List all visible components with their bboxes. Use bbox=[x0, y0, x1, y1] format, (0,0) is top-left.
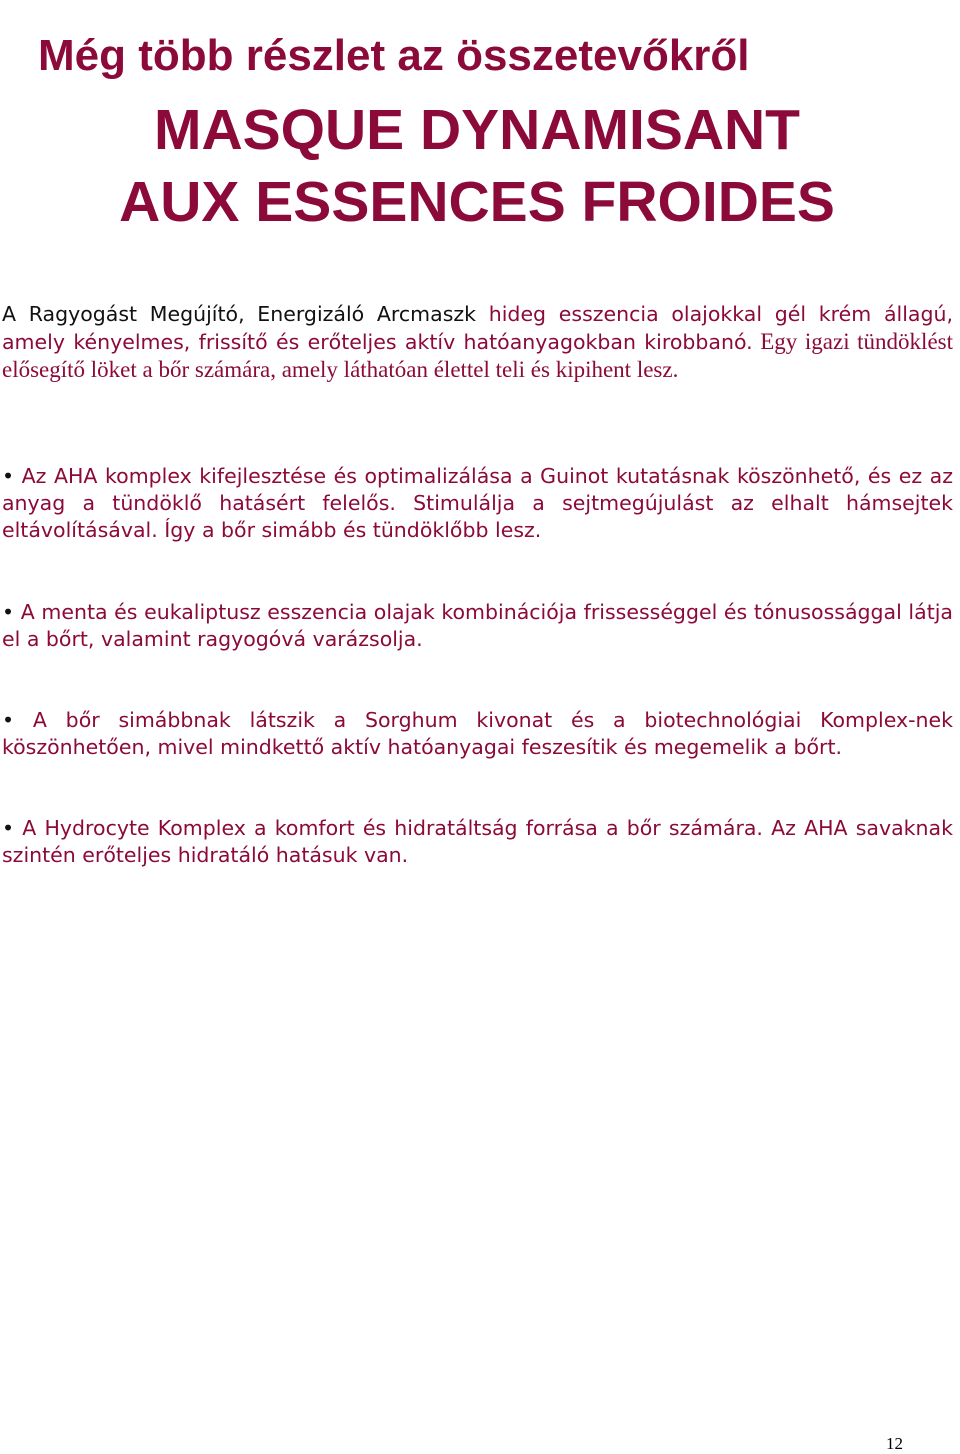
bullet-item-sorghum bbox=[2, 707, 953, 761]
bullet-icon: • bbox=[2, 816, 15, 840]
bullet-text: A bőr simábbnak látszik a Sorghum kivonat és a biotechnológiai Komplex-nek köszönhetően, mivel mindkettő aktív hatóanyagai feszesítik és megemelik a bőrt. bbox=[2, 708, 953, 759]
bullet-item-aha bbox=[2, 463, 953, 544]
bullet-icon: • bbox=[2, 708, 15, 732]
bullet-text: A Hydrocyte Komplex a komfort és hidratáltság forrása a bőr számára. Az AHA savaknak szintén erőteljes hidratáló hatásuk van. bbox=[2, 816, 953, 867]
product-title-line-1: MASQUE DYNAMISANT bbox=[153, 98, 800, 162]
intro-description: hideg esszencia olajokkal gél krém állagú, amely kényelmes, frissítő és erőteljes aktív hatóanyagokban kirobbanó. bbox=[2, 302, 953, 354]
bullet-icon: • bbox=[2, 464, 15, 488]
bullet-text: A menta és eukaliptusz esszencia olajak kombinációja frissességgel és tónusossággal látja el a bőrt, valamint ragyogóvá varázsolja. bbox=[2, 600, 953, 651]
bullet-item-menta bbox=[2, 599, 953, 653]
intro-benefit: Egy igazi tündöklést elősegítő löket a bőr számára, amely láthatóan élettel teli és kipihent lesz. bbox=[2, 329, 953, 382]
page-number: 12 bbox=[886, 1434, 903, 1453]
bullet-icon: • bbox=[2, 600, 15, 624]
product-title-line-2: AUX ESSENCES FROIDES bbox=[119, 170, 835, 234]
intro-product-name: A Ragyogást Megújító, Energizáló Arcmaszk bbox=[2, 302, 477, 326]
bullet-item-hydrocyte bbox=[2, 815, 953, 869]
bullet-text: Az AHA komplex kifejlesztése és optimalizálása a Guinot kutatásnak köszönhető, és ez az anyag a tündöklő hatásért felelős. Stimulálja a sejtmegújulást az elhalt hámsejtek eltávolításával. Így a bőr simább és tündöklőbb lesz. bbox=[2, 464, 953, 542]
page-header-title: Még több részlet az összetevőkről bbox=[38, 31, 750, 81]
product-title bbox=[0, 94, 954, 238]
intro-paragraph bbox=[2, 301, 953, 384]
